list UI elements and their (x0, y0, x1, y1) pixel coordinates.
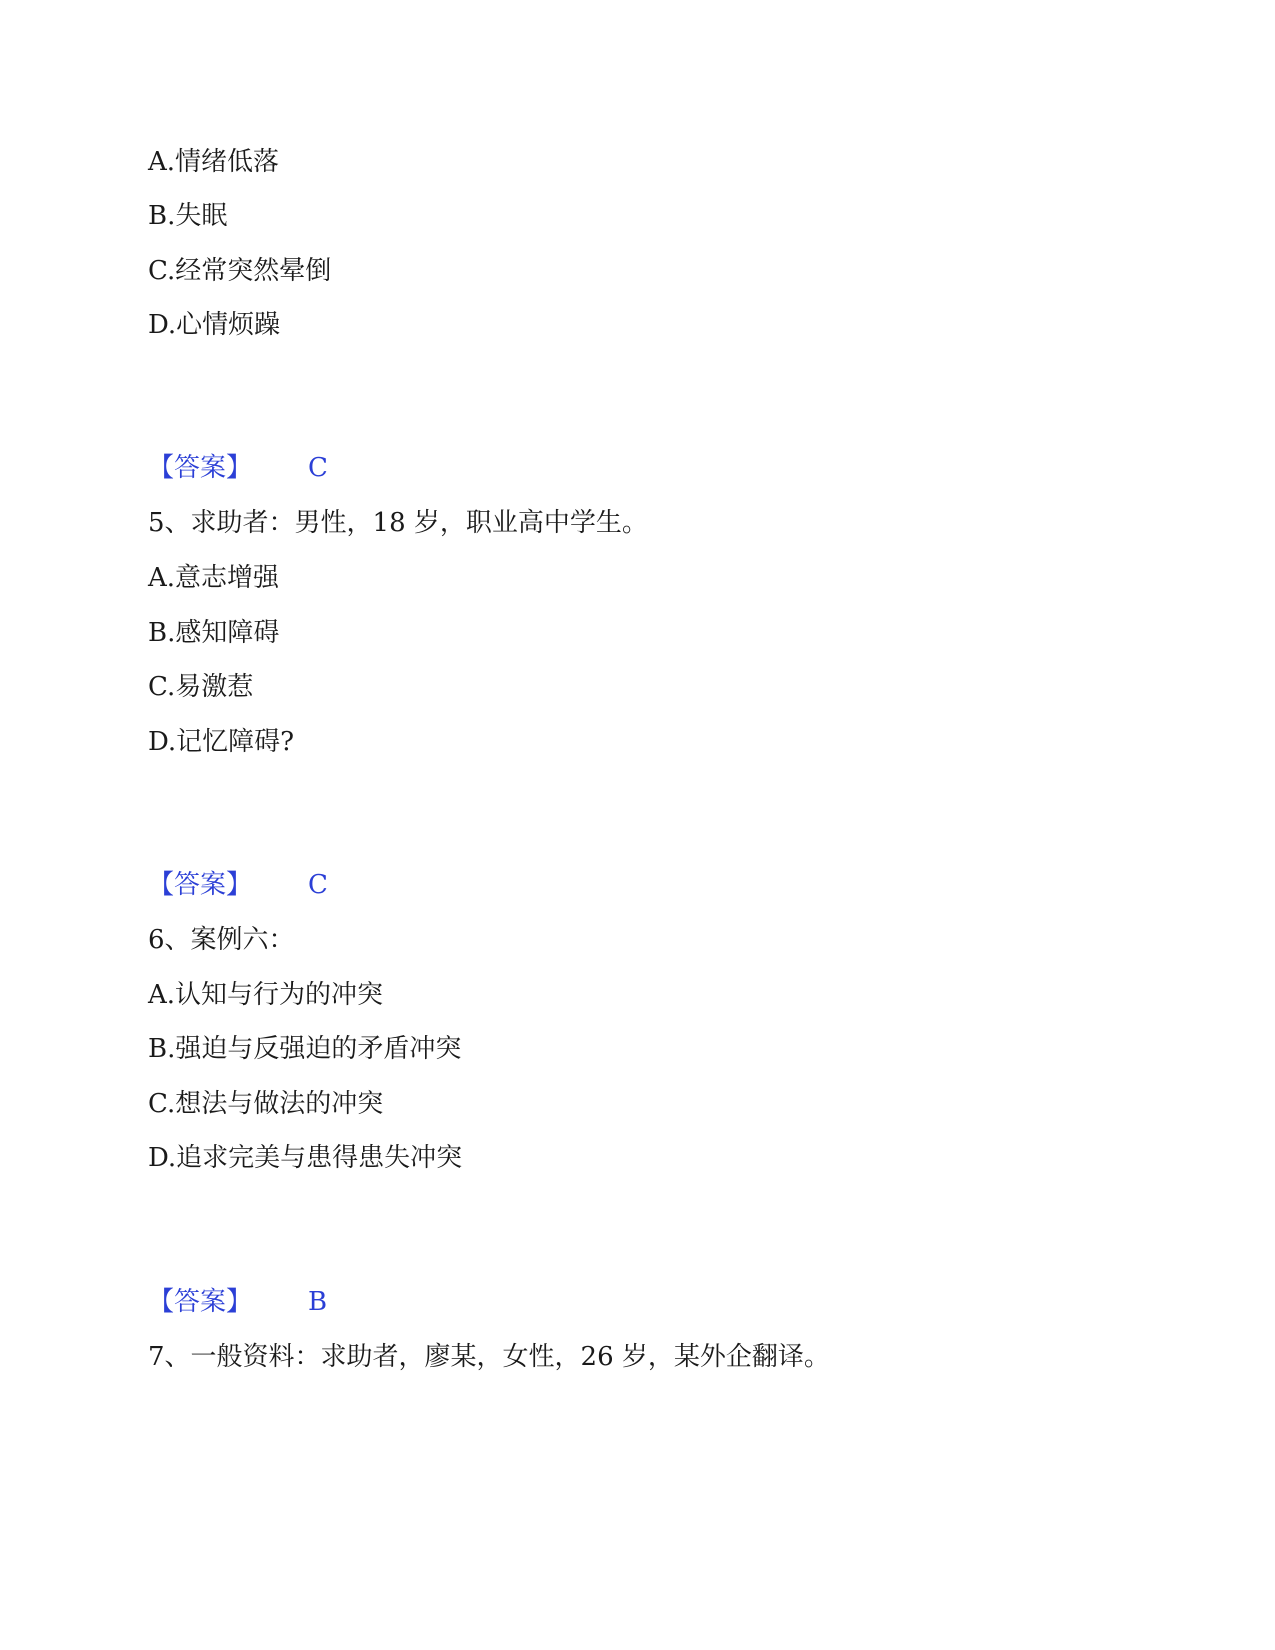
answer-value: C (308, 870, 328, 900)
q4-option-d: D.心情烦躁 (148, 310, 281, 340)
answer-label: 【答案】 (148, 453, 253, 483)
q5-option-b: B.感知障碍 (148, 618, 280, 648)
answer-value: C (308, 453, 328, 483)
q7-stem: 7、一般资料：求助者，廖某，女性，26 岁，某外企翻译。 (148, 1342, 830, 1372)
q5-option-a: A.意志增强 (148, 563, 280, 593)
q6-option-c: C.想法与做法的冲突 (148, 1089, 384, 1119)
q6-stem: 6、案例六： (148, 925, 295, 955)
answer-label: 【答案】 (148, 870, 253, 900)
q4-option-a: A.情绪低落 (148, 147, 280, 177)
q5-answer (148, 869, 328, 901)
q6-option-b: B.强迫与反强迫的矛盾冲突 (148, 1034, 462, 1064)
q4-option-b: B.失眠 (148, 201, 228, 231)
q4-answer (148, 452, 328, 484)
q6-option-d: D.追求完美与患得患失冲突 (148, 1143, 463, 1173)
answer-value: B (308, 1287, 328, 1317)
q4-option-c: C.经常突然晕倒 (148, 256, 332, 286)
q5-option-d: D.记忆障碍? (148, 727, 295, 757)
answer-label: 【答案】 (148, 1287, 253, 1317)
q5-option-c: C.易激惹 (148, 672, 254, 702)
q6-option-a: A.认知与行为的冲突 (148, 980, 384, 1010)
q5-stem: 5、求助者：男性，18 岁，职业高中学生。 (148, 508, 648, 538)
q6-answer (148, 1286, 328, 1318)
